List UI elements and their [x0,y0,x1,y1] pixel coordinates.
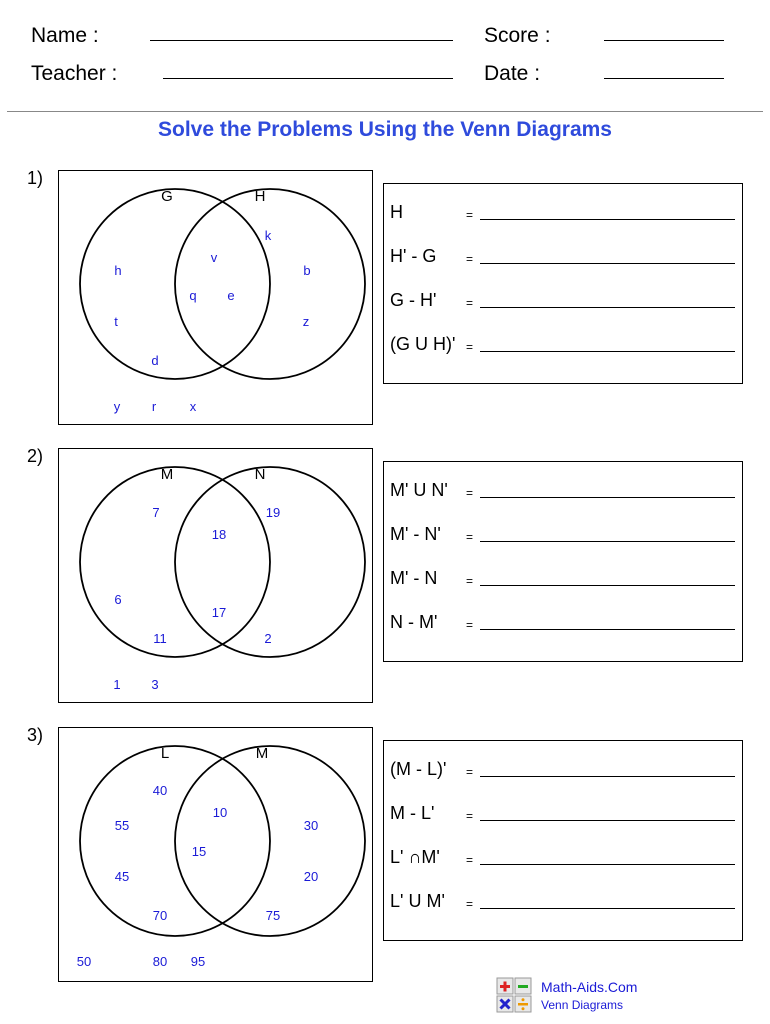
date-label: Date : [484,62,541,85]
question-label: M' - N [390,568,438,588]
teacher-label: Teacher : [31,62,118,85]
element-a-only: h [114,263,122,278]
venn-circles [59,728,374,983]
answer-line[interactable] [480,864,735,865]
footer-subtitle: Venn Diagrams [541,998,624,1012]
header-divider [7,111,763,112]
element-a-only: t [114,314,118,329]
footer-site-name[interactable]: Math-Aids.Com [541,979,638,995]
problem-number: 1) [27,168,44,188]
element-a-only: 6 [114,592,122,607]
element-a-only: 45 [114,869,130,884]
math-aids-logo-icon [496,977,532,1013]
element-a-only: 11 [153,631,167,646]
answer-line[interactable] [480,497,735,498]
venn-diagram-2 [58,448,373,703]
name-label: Name : [31,24,99,47]
score-field[interactable] [604,40,724,41]
element-outside: x [189,399,197,414]
equals-sign: = [466,809,474,823]
element-outside: 80 [152,954,168,969]
answer-line[interactable] [480,263,735,264]
equals-sign: = [466,530,474,544]
problem-number: 2) [27,446,44,466]
answer-line[interactable] [480,820,735,821]
set-b-label: H [254,188,266,205]
element-a-only: 7 [152,505,160,520]
element-both: 10 [212,805,228,820]
element-both: 17 [211,605,227,620]
set-b-label: N [254,466,266,483]
equals-sign: = [466,296,474,310]
question-label: L' ∩M' [390,847,440,867]
venn-diagram-3 [58,727,373,982]
answer-line[interactable] [480,908,735,909]
date-field[interactable] [604,78,724,79]
element-b-only: 20 [303,869,319,884]
problem-number: 3) [27,725,44,745]
element-both: v [210,250,218,265]
answer-line[interactable] [480,776,735,777]
element-b-only: z [302,314,310,329]
question-label: H [390,202,403,222]
question-label: L' U M' [390,891,445,911]
equals-sign: = [466,853,474,867]
venn-diagram-1 [58,170,373,425]
question-label: (G U H)' [390,334,456,354]
element-both: 15 [191,844,207,859]
venn-circles [59,449,374,704]
element-b-only: k [264,228,272,243]
set-a-label: L [160,745,170,762]
element-outside: 1 [113,677,121,692]
element-both: q [189,288,197,303]
set-b-label: M [255,745,269,762]
element-a-only: 55 [114,818,130,833]
question-label: G - H' [390,290,437,310]
element-outside: y [113,399,121,414]
venn-circles [59,171,374,426]
answer-line[interactable] [480,629,735,630]
answer-line[interactable] [480,351,735,352]
equals-sign: = [466,252,474,266]
question-label: M - L' [390,803,435,823]
answer-line[interactable] [480,541,735,542]
element-a-only: 70 [152,908,168,923]
question-label: M' U N' [390,480,448,500]
element-a-only: d [151,353,159,368]
set-a-label: G [161,188,173,205]
questions-box-3 [383,740,743,941]
question-label: M' - N' [390,524,441,544]
teacher-field[interactable] [163,78,453,79]
element-both: e [227,288,235,303]
element-outside: 95 [190,954,206,969]
equals-sign: = [466,618,474,632]
element-b-only: 2 [264,631,272,646]
element-b-only: b [303,263,311,278]
question-label: H' - G [390,246,437,266]
worksheet-title: Solve the Problems Using the Venn Diagrams [158,118,612,141]
element-b-only: 19 [265,505,281,520]
answer-line[interactable] [480,307,735,308]
element-outside: r [151,399,157,414]
set-a-label: M [160,466,174,483]
score-label: Score : [484,24,551,47]
answer-line[interactable] [480,585,735,586]
equals-sign: = [466,486,474,500]
element-b-only: 30 [303,818,319,833]
element-outside: 3 [151,677,159,692]
equals-sign: = [466,765,474,779]
name-field[interactable] [150,40,453,41]
element-a-only: 40 [152,783,168,798]
element-b-only: 75 [265,908,281,923]
question-label: (M - L)' [390,759,447,779]
element-outside: 50 [76,954,92,969]
answer-line[interactable] [480,219,735,220]
question-label: N - M' [390,612,438,632]
equals-sign: = [466,208,474,222]
equals-sign: = [466,897,474,911]
element-both: 18 [211,527,227,542]
questions-box-2 [383,461,743,662]
questions-box-1 [383,183,743,384]
equals-sign: = [466,340,474,354]
equals-sign: = [466,574,474,588]
